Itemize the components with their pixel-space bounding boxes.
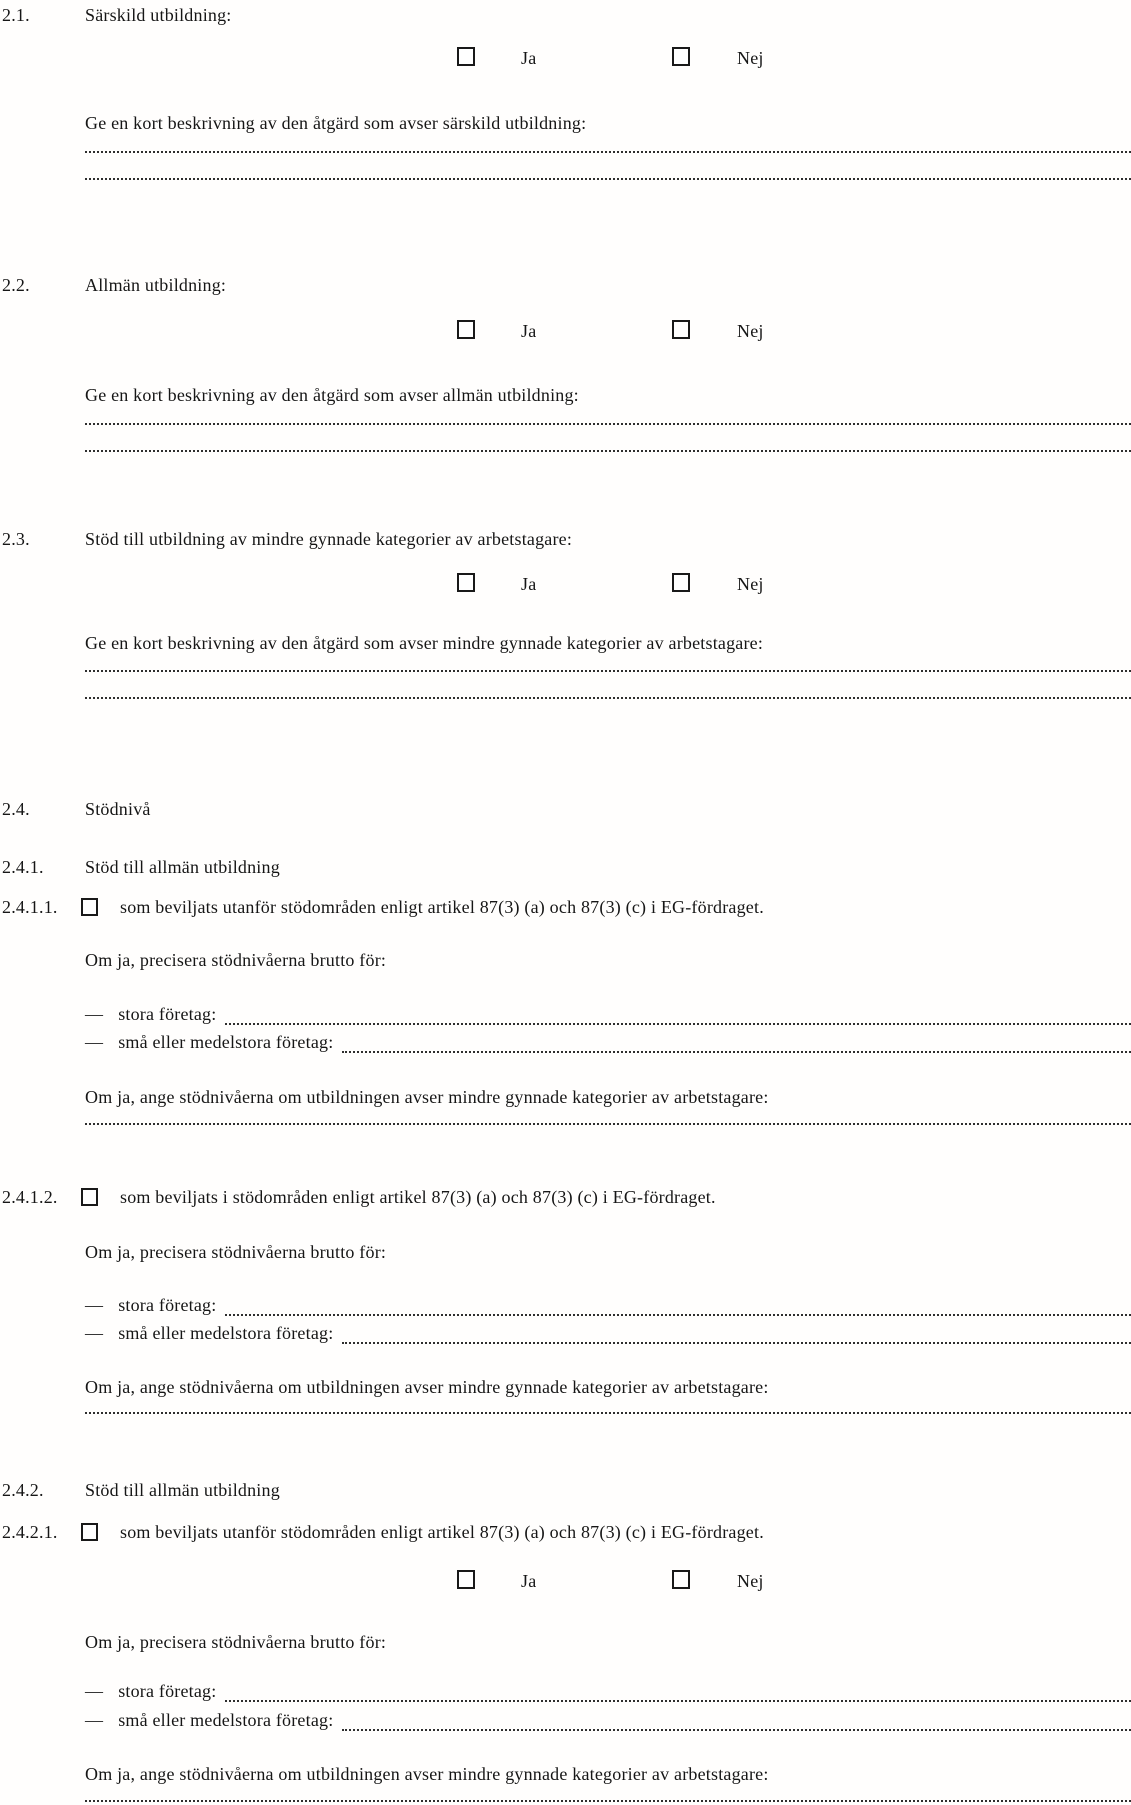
section-2-4-2-title: Stöd till allmän utbildning [85,1480,280,1500]
om-ja-precisera-row [0,1241,1131,1267]
ja-label: Ja [521,321,537,341]
fill-in-line[interactable] [85,1800,1131,1802]
fill-in-line[interactable] [342,1051,1131,1053]
stora-foretag-label: stora företag: [118,1295,217,1315]
fill-in-line[interactable] [225,1023,1131,1025]
section-2-3-number: 2.3. [2,529,30,549]
section-2-4-1-2-number: 2.4.1.2. [2,1187,58,1207]
section-2-3-yes-no-row [0,573,1131,599]
stora-foretag-row [85,1294,1131,1320]
section-2-2-yes-no-row [0,320,1131,346]
sma-foretag-row [85,1322,1131,1348]
section-2-4-1-1-item [0,896,1131,922]
section-2-4-1-1-text: som beviljats utanför stödområden enligt artikel 87(3) (a) och 87(3) (c) i EG-fördraget. [120,897,764,917]
section-2-4-1-1-number: 2.4.1.1. [2,897,58,917]
fill-in-line[interactable] [225,1314,1131,1316]
om-ja-precisera-label: Om ja, precisera stödnivåerna brutto för: [85,1632,387,1652]
section-2-3-description-row [0,632,1131,658]
fill-in-line[interactable] [85,670,1131,672]
dash-bullet: — [85,1710,104,1730]
section-2-2-heading [0,274,1131,300]
dash-bullet: — [85,1681,104,1701]
om-ja-ange-row [0,1763,1131,1789]
section-2-4-1-number: 2.4.1. [2,857,44,877]
ja-checkbox[interactable] [457,47,475,66]
description-label: Ge en kort beskrivning av den åtgärd som avser mindre gynnade kategorier av arbetstagare: [85,633,764,653]
fill-in-line[interactable] [85,178,1131,180]
sma-foretag-row [85,1709,1131,1735]
stora-foretag-label: stora företag: [118,1004,217,1024]
section-2-1-title: Särskild utbildning: [85,5,232,25]
section-2-4-heading [0,798,1131,824]
fill-in-line[interactable] [85,1123,1131,1125]
section-2-1-number: 2.1. [2,5,30,25]
section-2-1-description-row [0,112,1131,138]
stora-foretag-row [85,1003,1131,1029]
nej-checkbox[interactable] [672,320,690,339]
section-2-2-title: Allmän utbildning: [85,275,227,295]
section-2-3-title: Stöd till utbildning av mindre gynnade kategorier av arbetstagare: [85,529,573,549]
nej-label: Nej [737,321,764,341]
section-2-4-1-heading [0,856,1131,882]
sma-foretag-label: små eller medelstora företag: [118,1323,334,1343]
nej-label: Nej [737,574,764,594]
section-2-4-1-2-item [0,1186,1131,1212]
description-label: Ge en kort beskrivning av den åtgärd som avser allmän utbildning: [85,385,579,405]
om-ja-precisera-row [0,1631,1131,1657]
section-2-4-2-number: 2.4.2. [2,1480,44,1500]
ja-checkbox[interactable] [457,1570,475,1589]
section-2-4-2-1-yes-no-row [0,1570,1131,1596]
fill-in-line[interactable] [85,697,1131,699]
dash-bullet: — [85,1032,104,1052]
nej-label: Nej [737,48,764,68]
dash-bullet: — [85,1004,104,1024]
sma-foretag-row [85,1031,1131,1057]
item-checkbox[interactable] [81,1188,98,1206]
section-2-4-title: Stödnivå [85,799,151,819]
item-checkbox[interactable] [81,1523,98,1541]
ja-label: Ja [521,574,537,594]
nej-label: Nej [737,1571,764,1591]
om-ja-precisera-label: Om ja, precisera stödnivåerna brutto för: [85,1242,387,1262]
sma-foretag-label: små eller medelstora företag: [118,1710,334,1730]
ja-label: Ja [521,1571,537,1591]
nej-checkbox[interactable] [672,573,690,592]
section-2-4-1-2-text: som beviljats i stödområden enligt artikel 87(3) (a) och 87(3) (c) i EG-fördraget. [120,1187,716,1207]
om-ja-ange-label: Om ja, ange stödnivåerna om utbildningen avser mindre gynnade kategorier av arbetstagare: [85,1764,769,1784]
ja-label: Ja [521,48,537,68]
om-ja-ange-row [0,1376,1131,1402]
section-2-3-heading [0,528,1131,554]
ja-checkbox[interactable] [457,573,475,592]
ja-checkbox[interactable] [457,320,475,339]
dash-bullet: — [85,1323,104,1343]
om-ja-precisera-row [0,949,1131,975]
fill-in-line[interactable] [85,1412,1131,1414]
stora-foretag-label: stora företag: [118,1681,217,1701]
nej-checkbox[interactable] [672,47,690,66]
item-checkbox[interactable] [81,898,98,916]
section-2-2-description-row [0,384,1131,410]
fill-in-line[interactable] [85,450,1131,452]
fill-in-line[interactable] [85,423,1131,425]
nej-checkbox[interactable] [672,1570,690,1589]
fill-in-line[interactable] [342,1729,1131,1731]
section-2-1-heading [0,4,1131,30]
om-ja-ange-label: Om ja, ange stödnivåerna om utbildningen avser mindre gynnade kategorier av arbetstagare: [85,1087,769,1107]
fill-in-line[interactable] [85,151,1131,153]
section-2-2-number: 2.2. [2,275,30,295]
stora-foretag-row [85,1680,1131,1706]
section-2-4-2-heading [0,1479,1131,1505]
section-2-4-2-1-number: 2.4.2.1. [2,1522,58,1542]
om-ja-precisera-label: Om ja, precisera stödnivåerna brutto för: [85,950,387,970]
dash-bullet: — [85,1295,104,1315]
section-2-4-2-1-item [0,1521,1131,1547]
description-label: Ge en kort beskrivning av den åtgärd som avser särskild utbildning: [85,113,587,133]
om-ja-ange-label: Om ja, ange stödnivåerna om utbildningen avser mindre gynnade kategorier av arbetstagare: [85,1377,769,1397]
section-2-4-2-1-text: som beviljats utanför stödområden enligt artikel 87(3) (a) och 87(3) (c) i EG-fördraget. [120,1522,764,1542]
om-ja-ange-row [0,1086,1131,1112]
fill-in-line[interactable] [342,1342,1131,1344]
section-2-4-number: 2.4. [2,799,30,819]
section-2-4-1-title: Stöd till allmän utbildning [85,857,280,877]
fill-in-line[interactable] [225,1700,1131,1702]
sma-foretag-label: små eller medelstora företag: [118,1032,334,1052]
section-2-1-yes-no-row [0,47,1131,73]
